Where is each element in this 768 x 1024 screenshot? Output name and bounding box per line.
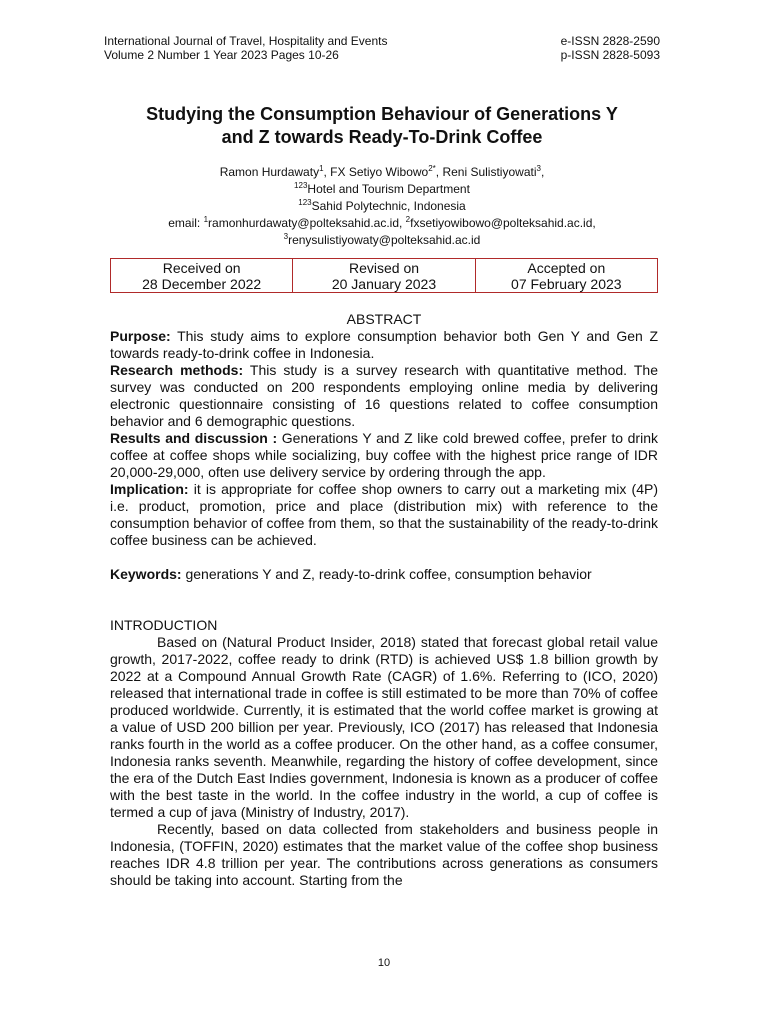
author-names: Ramon Hurdawaty$^1$, FX Setiyo Wibowo$^{2*}$, Reni Sulistiyowati$^3$,	[219, 164, 545, 179]
abstract-purpose: Purpose: This study aims to explore consumption behavior both Gen Y and Gen Z towards ready-to-drink coffee in Indonesia.	[110, 328, 658, 361]
revised-cell: Revised on 20 January 2023	[292, 259, 474, 292]
received-cell: Received on 28 December 2022	[142, 260, 262, 292]
email-link-3[interactable]: renysulistiyowaty@polteksahid.ac.id	[288, 233, 481, 247]
keywords: Keywords: generations Y and Z, ready-to-drink coffee, consumption behavior	[110, 566, 592, 582]
introduction-heading: INTRODUCTION	[110, 617, 218, 633]
email-link-2[interactable]: fxsetiyowibowo@polteksahid.ac.id,	[410, 216, 596, 230]
abstract-implication: Implication: it is appropriate for coffee shop owners to carry out a marketing mix (4P) i.e. product, promotion, price and place (distribution mix) with reference to the consumption behavior of coffee from them, so that the sustainability of the ready-to-drink coffee business can be achieved.	[110, 481, 658, 548]
author-institution: $^{123}$Sahid Polytechnic, Indonesia	[298, 198, 466, 213]
introduction-paragraph-2: Recently, based on data collected from stakeholders and business people in Indonesia, (TOFFIN, 2020) estimates that the market value of the coffee shop business reaches IDR 4.8 trillion per year. The contributions across generations as consumers should be taking into account. Starting from the	[110, 821, 658, 888]
paper-title	[104, 103, 660, 149]
page-number: 10	[377, 957, 391, 969]
dates-table	[110, 258, 658, 293]
eissn: e-ISSN 2828-2590	[560, 34, 660, 48]
abstract-results: Results and discussion : Generations Y and Z like cold brewed coffee, prefer to drink coffee at coffee shops while socializing, buy coffee with the highest price range of IDR 20,000-29,000, often use delivery service by ordering through the app.	[110, 430, 658, 480]
journal-volume: Volume 2 Number 1 Year 2023 Pages 10-26	[104, 48, 339, 62]
abstract-heading: ABSTRACT	[346, 311, 422, 327]
abstract-methods: Research methods: This study is a survey research with quantitative method. The survey was conducted on 200 respondents employing online media by delivering electronic questionnaire consisting of 16 questions related to coffee consumption behavior and 6 demographic questions.	[110, 362, 658, 429]
title-line-2: and Z towards Ready-To-Drink Coffee	[221, 127, 543, 147]
journal-name: International Journal of Travel, Hospitality and Events	[104, 34, 388, 48]
author-department: $^{123}$Hotel and Tourism Department	[294, 181, 470, 196]
paper-body	[110, 311, 658, 889]
email-link-1[interactable]: ramonhurdawaty@polteksahid.ac.id,	[208, 216, 406, 230]
title-line-1: Studying the Consumption Behaviour of Generations Y	[146, 104, 618, 124]
author-emails-2: $^3$renysulistiyowaty@polteksahid.ac.id	[283, 232, 481, 247]
pissn: p-ISSN 2828-5093	[560, 48, 660, 62]
introduction-paragraph-1: Based on (Natural Product Insider, 2018) stated that forecast global retail value growth, 2017-2022, coffee ready to drink (RTD) is achieved US$ 1.8 billion growth by 2022 at a Compound Annual Growth Rate (CAGR) of 1.6%. Referring to (ICO, 2020) released that international trade in coffee is still estimated to be more than 70% of coffee produced worldwide. Currently, it is estimated that the world coffee market is growing at a value of USD 200 billion per year. Previously, ICO (2017) has released that Indonesia ranks fourth in the world as a coffee producer. On the other hand, as a coffee consumer, Indonesia ranks seventh. Meanwhile, regarding the history of coffee development, since the era of the Dutch East Indies government, Indonesia is known as a producer of coffee with the best taste in the world. In the coffee industry in the world, a cup of coffee is termed a cup of java (Ministry of Industry, 2017).	[110, 634, 658, 820]
accepted-cell: Accepted on 07 February 2023	[475, 259, 657, 292]
running-header	[104, 34, 660, 62]
author-emails: email: $^1$ramonhurdawaty@polteksahid.ac.id, $^2$fxsetiyowibowo@polteksahid.ac.id,	[168, 215, 596, 230]
author-block	[104, 164, 660, 249]
